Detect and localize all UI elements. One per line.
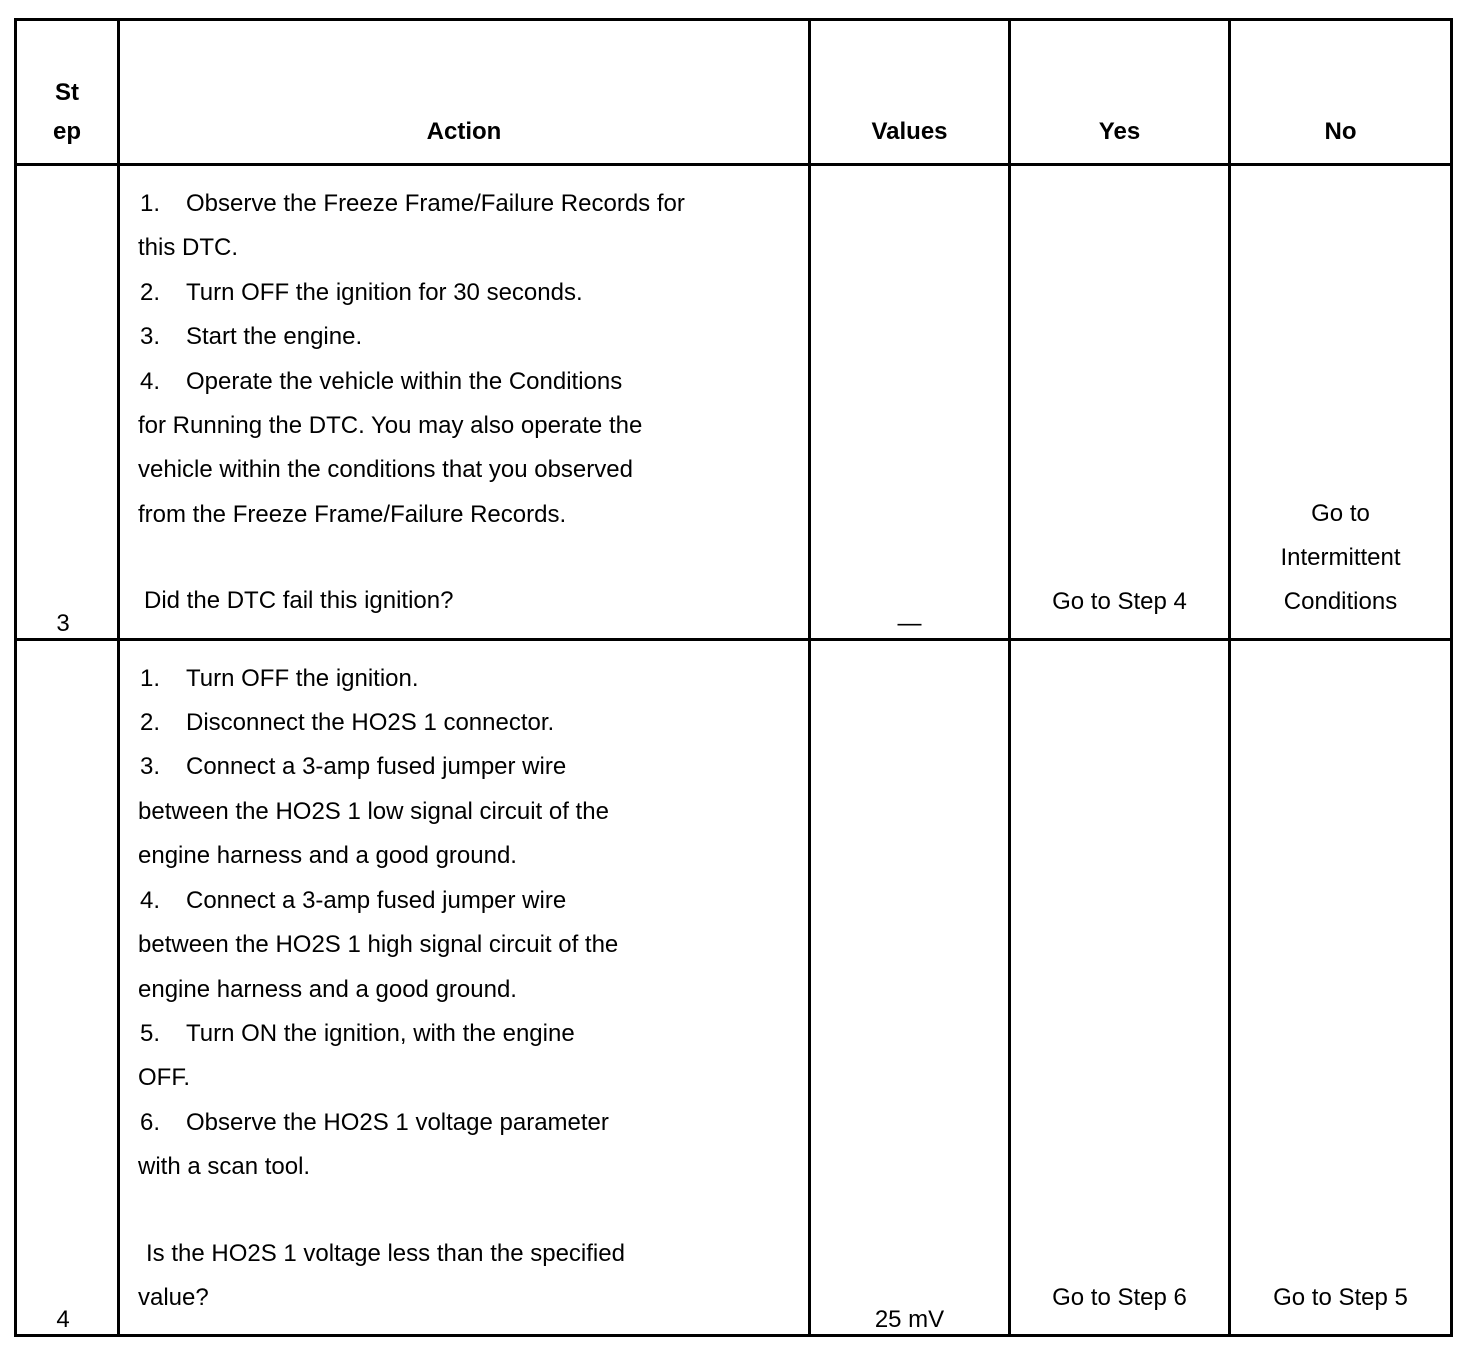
table-row-step-4	[16, 639, 1452, 1335]
action-line-number: 3.	[140, 323, 161, 351]
action-line	[138, 226, 788, 270]
action-line-text: between the HO2S 1 low signal circuit of the	[138, 797, 609, 825]
step-number: 4	[56, 1305, 70, 1333]
action-line-number: 1.	[140, 190, 161, 217]
action-line-text: Connect a 3-amp fused jumper wire	[186, 886, 567, 914]
action-line-text: Turn ON the ignition, with the engine	[186, 1019, 575, 1047]
action-line	[138, 834, 788, 878]
value-text: 25 mV	[874, 1305, 945, 1333]
action-line-text: from the Freeze Frame/Failure Records.	[138, 500, 567, 528]
yes-text: Go to Step 4	[1052, 587, 1187, 615]
action-line	[138, 360, 788, 404]
action-line	[138, 182, 788, 226]
header-no	[1230, 20, 1452, 165]
action-line-number: 4.	[140, 367, 161, 395]
action-cell	[119, 165, 810, 640]
action-line	[138, 1012, 788, 1056]
no-cell	[1230, 165, 1452, 640]
action-question: Did the DTC fail this ignition?	[144, 587, 454, 615]
action-line-text: engine harness and a good ground.	[138, 842, 517, 870]
action-line	[138, 1145, 788, 1189]
action-line-number: 2.	[140, 278, 161, 306]
action-line-text: Start the engine.	[186, 323, 363, 351]
action-line-text: vehicle within the conditions that you observed	[138, 456, 633, 484]
yes-cell	[1010, 165, 1230, 640]
no-text-line: Go to	[1311, 499, 1370, 527]
action-line-text: engine harness and a good ground.	[138, 975, 517, 1003]
header-step-line1: St	[55, 79, 79, 106]
header-step	[16, 20, 119, 165]
header-yes-label: Yes	[1098, 118, 1141, 145]
step-number-cell	[16, 639, 119, 1335]
no-cell	[1230, 639, 1452, 1335]
no-text: Go to Step 5	[1273, 1283, 1408, 1311]
header-row	[16, 20, 1452, 165]
value-text: —	[897, 609, 922, 637]
values-cell	[810, 165, 1010, 640]
action-line	[138, 404, 788, 448]
action-line-text: Connect a 3-amp fused jumper wire	[186, 753, 567, 781]
no-text-line: Intermittent	[1280, 543, 1401, 571]
action-line	[138, 315, 788, 359]
action-line-text: with a scan tool.	[138, 1153, 311, 1181]
action-line-text: Observe the Freeze Frame/Failure Records for	[186, 190, 685, 217]
no-text-line: Conditions	[1283, 587, 1398, 615]
action-line-number: 3.	[140, 753, 161, 781]
action-line-text: Turn OFF the ignition.	[186, 664, 419, 692]
header-yes	[1010, 20, 1230, 165]
action-line	[138, 448, 788, 492]
action-line-text: Disconnect the HO2S 1 connector.	[186, 709, 555, 737]
action-question-line: Is the HO2S 1 voltage less than the specified	[146, 1239, 625, 1267]
action-cell	[119, 639, 810, 1335]
action-line-text: this DTC.	[138, 234, 239, 262]
action-line-number: 4.	[140, 886, 161, 914]
action-line-text: for Running the DTC. You may also operate the	[138, 412, 643, 440]
action-line	[138, 493, 788, 537]
header-action	[119, 20, 810, 165]
action-line	[138, 790, 788, 834]
action-line-text: OFF.	[138, 1064, 190, 1092]
action-line	[138, 879, 788, 923]
action-line-number: 5.	[140, 1019, 161, 1047]
diagnostic-table	[14, 18, 1453, 1337]
action-line	[138, 701, 788, 745]
table-row-step-3	[16, 165, 1452, 640]
step-number-cell	[16, 165, 119, 640]
action-line	[138, 1056, 788, 1100]
header-values-label: Values	[871, 118, 948, 145]
action-line	[138, 657, 788, 701]
yes-text: Go to Step 6	[1052, 1283, 1187, 1311]
step-number: 3	[56, 609, 70, 637]
header-action-label: Action	[426, 118, 502, 145]
action-line-number: 6.	[140, 1108, 161, 1136]
action-line	[138, 923, 788, 967]
action-line-number: 1.	[140, 664, 161, 692]
header-step-line2: ep	[52, 118, 81, 145]
action-line	[138, 745, 788, 789]
action-line	[138, 271, 788, 315]
action-line-text: Observe the HO2S 1 voltage parameter	[186, 1108, 609, 1136]
action-line	[138, 1101, 788, 1145]
header-values	[810, 20, 1010, 165]
action-line	[138, 968, 788, 1012]
header-no-label: No	[1324, 118, 1357, 145]
action-line-text: Turn OFF the ignition for 30 seconds.	[186, 278, 583, 306]
action-line-number: 2.	[140, 709, 161, 737]
action-line-text: between the HO2S 1 high signal circuit of the	[138, 931, 619, 959]
action-line-text: Operate the vehicle within the Conditions	[186, 367, 623, 395]
values-cell	[810, 639, 1010, 1335]
action-question-line: value?	[138, 1283, 209, 1311]
action-question	[138, 1232, 788, 1320]
yes-cell	[1010, 639, 1230, 1335]
